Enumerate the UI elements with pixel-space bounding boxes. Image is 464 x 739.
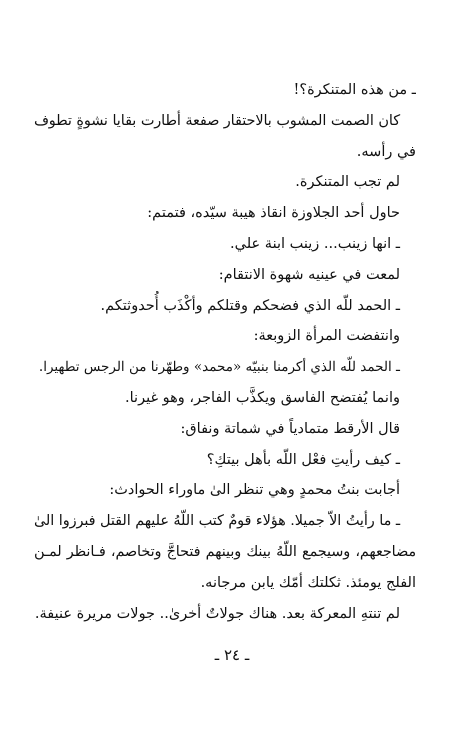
text-line: حاول أحد الجلاوزة انقاذ هيبة سيّده، فتمتم: — [147, 205, 400, 222]
page-body-text — [34, 75, 416, 629]
text-line: كان الصمت المشوب بالاحتقار صفعة أطارت بقايا نشوةٍ تطوف — [34, 112, 400, 129]
text-line: ـ من هذه المتنكرة؟! — [293, 82, 416, 98]
text-line: وانتفضت المرأة الزوبعة: — [253, 328, 400, 345]
text-line: لم تنتهِ المعركة بعد. هناك جولاتٌ أخرىٰ.. جولات مريرة عنيفة. — [34, 605, 400, 622]
text-line: الفلج يومئذ. ثكلتك أمّك يابن مرجانه. — [200, 574, 416, 591]
text-line: لم تجب المتنكرة. — [295, 174, 400, 191]
text-line: لمعت في عينيه شهوة الانتقام: — [218, 266, 400, 283]
text-line: ـ الحمد للّه الذي أكرمنا بنبيّه «محمد» وطهّرنا من الرجس تطهيرا. — [38, 359, 400, 376]
text-line: ـ ما رأيتُ الاّ جميلا. هؤلاء قومٌ كتب اللّهُ عليهم القتل فبرزوا الىٰ — [34, 513, 400, 530]
text-line: أجابت بنتُ محمدٍ وهي تنظر الىٰ ماوراء الحوادث: — [109, 482, 400, 499]
text-line: مضاجعهم، وسيجمع اللّهُ بينك وبينهم فتحاجَّ وتخاصم، فـانظر لمـن — [34, 543, 416, 560]
text-line: ـ كيف رأيتِ فعْل اللّه بأهل بيتكِ؟ — [206, 451, 400, 468]
text-line: قال الأرقط متمادياً في شماتة ونفاق: — [180, 420, 400, 437]
text-line: ـ الحمد للّه الذي فضحكم وقتلكم وأكْذَب أُحدوثتكم. — [100, 297, 400, 314]
text-line: وانما يُفتضح الفاسق ويكذَّب الفاجر، وهو غيرنا. — [125, 389, 400, 406]
text-line: ـ انها زينب... زينب ابنة علي. — [230, 235, 400, 252]
page-number: ـ ٢٤ ـ — [214, 646, 250, 664]
text-line: في رأسه. — [356, 143, 416, 160]
